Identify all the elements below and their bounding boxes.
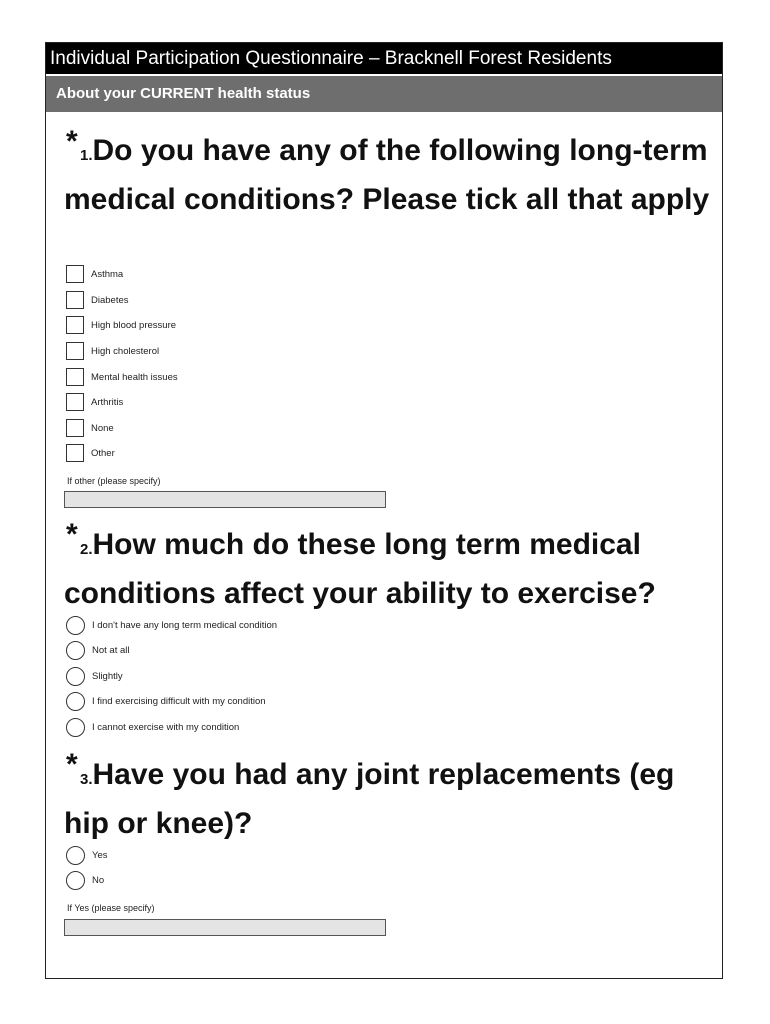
checkbox[interactable] xyxy=(66,265,84,283)
radio-button[interactable] xyxy=(66,692,85,711)
option-label: High cholesterol xyxy=(91,345,160,357)
checkbox[interactable] xyxy=(66,368,84,386)
required-marker: * xyxy=(66,125,78,158)
checkbox[interactable] xyxy=(66,316,84,334)
option-label: Other xyxy=(91,447,115,459)
option-none[interactable] xyxy=(66,417,114,439)
question-2-title xyxy=(64,523,714,616)
option-label: Diabetes xyxy=(91,294,129,306)
option-label: I cannot exercise with my condition xyxy=(92,721,240,733)
questionnaire-form xyxy=(45,42,723,979)
option-label: None xyxy=(91,422,114,434)
checkbox[interactable] xyxy=(66,444,84,462)
other-specify-field[interactable] xyxy=(64,491,386,508)
checkbox[interactable] xyxy=(66,419,84,437)
question-1-text: Do you have any of the following long-term medical conditions? Please tick all that apply xyxy=(64,134,710,216)
radio-button[interactable] xyxy=(66,667,85,686)
checkbox[interactable] xyxy=(66,393,84,411)
option-not-at-all[interactable] xyxy=(66,639,130,661)
option-high-blood-pressure[interactable] xyxy=(66,314,176,336)
radio-button[interactable] xyxy=(66,641,85,660)
option-label: Slightly xyxy=(92,670,123,682)
radio-button[interactable] xyxy=(66,871,85,890)
question-1-title xyxy=(64,125,714,222)
option-label: High blood pressure xyxy=(91,319,177,331)
option-high-cholesterol[interactable] xyxy=(66,340,159,362)
option-slightly[interactable] xyxy=(66,665,123,687)
option-yes[interactable] xyxy=(66,844,108,866)
checkbox[interactable] xyxy=(66,291,84,309)
question-2-number: 2. xyxy=(80,541,93,558)
option-label: Not at all xyxy=(92,644,130,656)
option-arthritis[interactable] xyxy=(66,391,123,413)
checkbox[interactable] xyxy=(66,342,84,360)
question-3-text: Have you had any joint replacements (eg hip or knee)? xyxy=(64,758,675,840)
option-label: No xyxy=(92,874,105,886)
yes-specify-field[interactable] xyxy=(64,919,386,936)
option-label: I don't have any long term medical condition xyxy=(92,619,278,631)
option-label: Yes xyxy=(92,849,108,861)
option-label: Asthma xyxy=(91,268,124,280)
option-label: I find exercising difficult with my condition xyxy=(92,695,266,707)
radio-button[interactable] xyxy=(66,718,85,737)
option-mental-health-issues[interactable] xyxy=(66,366,178,388)
option-asthma[interactable] xyxy=(66,263,123,285)
option-label: Arthritis xyxy=(91,396,124,408)
yes-specify-label: If Yes (please specify) xyxy=(67,903,155,913)
option-label: Mental health issues xyxy=(91,371,178,383)
question-2-text: How much do these long term medical conditions affect your ability to exercise? xyxy=(64,528,656,610)
form-title: Individual Participation Questionnaire – Bracknell Forest Residents xyxy=(46,43,722,74)
other-specify-label: If other (please specify) xyxy=(67,476,161,486)
radio-button[interactable] xyxy=(66,616,85,635)
option-cannot-exercise[interactable] xyxy=(66,716,239,738)
option-no[interactable] xyxy=(66,869,104,891)
option-other[interactable] xyxy=(66,442,115,464)
question-3-title xyxy=(64,753,714,846)
required-marker: * xyxy=(66,748,78,781)
option-no-condition[interactable] xyxy=(66,614,277,636)
required-marker: * xyxy=(66,518,78,551)
section-heading: About your CURRENT health status xyxy=(46,76,722,112)
option-diabetes[interactable] xyxy=(66,289,129,311)
question-3-number: 3. xyxy=(80,771,93,788)
option-difficult[interactable] xyxy=(66,690,266,712)
question-1-number: 1. xyxy=(80,147,93,164)
radio-button[interactable] xyxy=(66,846,85,865)
